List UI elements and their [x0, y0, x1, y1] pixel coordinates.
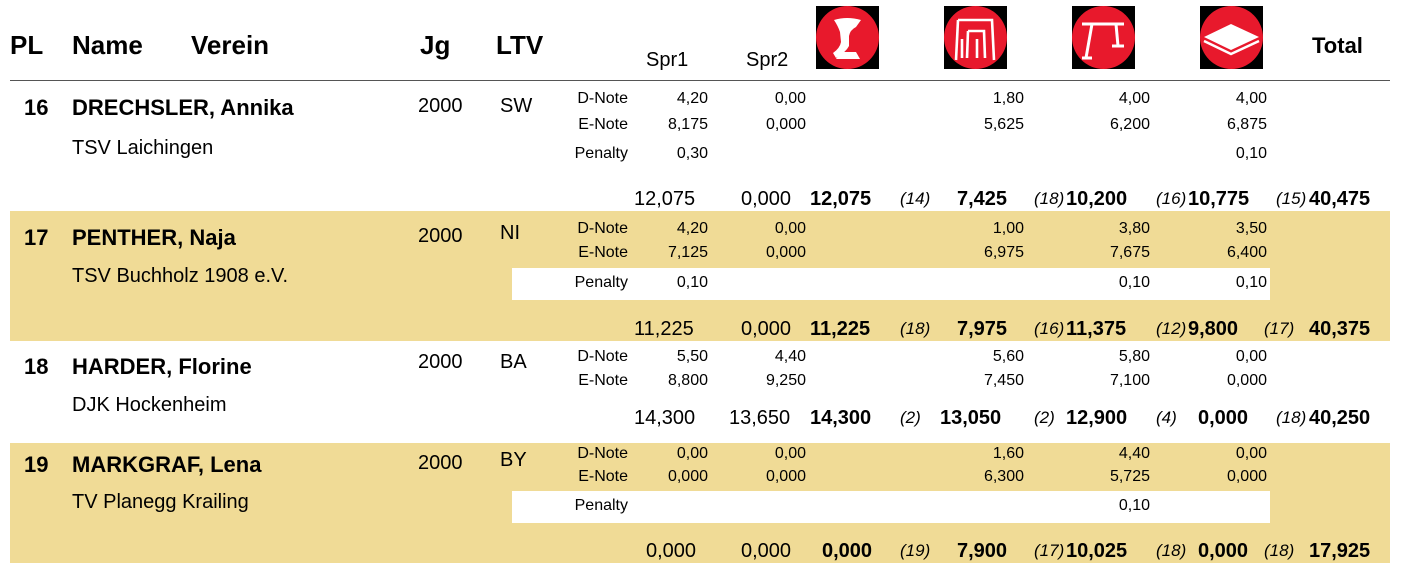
athlete-name: HARDER, Florine — [72, 354, 252, 379]
e-note-label: E-Note — [578, 468, 628, 485]
ltv-code: NI — [500, 222, 520, 244]
e-floor: 6,400 — [1226, 244, 1267, 261]
bars-score: 7,425 — [957, 188, 1008, 210]
birth-year: 2000 — [418, 351, 463, 373]
header-pl: PL — [10, 30, 44, 60]
total-score: 17,925 — [1309, 540, 1371, 562]
d-spr1: 4,20 — [676, 220, 708, 237]
e-spr2: 0,000 — [765, 468, 806, 485]
p-floor: 0,10 — [1235, 145, 1267, 162]
d-spr2: 0,00 — [774, 445, 806, 462]
d-note-label: D-Note — [577, 220, 628, 237]
e-spr1: 8,800 — [667, 372, 708, 389]
vault-score: 12,075 — [810, 188, 872, 210]
floor-score: 0,000 — [1198, 540, 1249, 562]
floor-score: 9,800 — [1188, 318, 1239, 340]
e-beam: 5,725 — [1109, 468, 1150, 485]
d-bars: 1,00 — [992, 220, 1024, 237]
ltv-code: SW — [500, 95, 533, 117]
beam-score: 10,200 — [1066, 188, 1128, 210]
bars-rank: (2) — [1034, 408, 1055, 427]
d-beam: 3,80 — [1118, 220, 1150, 237]
total-spr2: 13,650 — [729, 407, 791, 429]
bars-score: 13,050 — [940, 407, 1002, 429]
p-beam: 0,10 — [1118, 274, 1150, 291]
d-spr2: 0,00 — [774, 90, 806, 107]
floor-icon — [1200, 6, 1263, 69]
e-bars: 5,625 — [983, 116, 1024, 133]
birth-year: 2000 — [418, 95, 463, 117]
athlete-name: PENTHER, Naja — [72, 225, 236, 250]
birth-year: 2000 — [418, 225, 463, 247]
total-spr1: 12,075 — [634, 188, 696, 210]
floor-rank: (17) — [1264, 319, 1295, 338]
beam-rank: (16) — [1156, 189, 1187, 208]
total-spr2: 0,000 — [741, 540, 792, 562]
bars-score: 7,975 — [957, 318, 1008, 340]
d-note-label: D-Note — [577, 90, 628, 107]
bars-rank: (16) — [1034, 319, 1065, 338]
uneven-bars-icon — [944, 6, 1007, 69]
beam-rank: (12) — [1156, 319, 1187, 338]
penalty-label: Penalty — [574, 497, 628, 514]
athlete-name: DRECHSLER, Annika — [72, 95, 294, 120]
beam-score: 11,375 — [1066, 318, 1127, 340]
e-note-label: E-Note — [578, 372, 628, 389]
e-spr2: 0,000 — [765, 244, 806, 261]
vault-score: 14,300 — [810, 407, 872, 429]
d-floor: 0,00 — [1235, 445, 1267, 462]
e-spr1: 7,125 — [667, 244, 708, 261]
beam-rank: (18) — [1156, 541, 1187, 560]
total-score: 40,375 — [1309, 318, 1371, 340]
club-name: TV Planegg Krailing — [72, 491, 249, 513]
floor-rank: (15) — [1276, 189, 1307, 208]
d-bars: 1,60 — [992, 445, 1024, 462]
e-spr2: 0,000 — [765, 116, 806, 133]
bars-score: 7,900 — [957, 540, 1008, 562]
d-floor: 3,50 — [1235, 220, 1267, 237]
total-score: 40,475 — [1309, 188, 1371, 210]
club-name: TSV Buchholz 1908 e.V. — [72, 265, 289, 287]
total-score: 40,250 — [1309, 407, 1371, 429]
e-bars: 6,300 — [983, 468, 1024, 485]
e-floor: 0,000 — [1226, 468, 1267, 485]
vault-rank: (2) — [900, 408, 921, 427]
header-name: Name — [72, 30, 143, 60]
e-spr1: 8,175 — [667, 116, 708, 133]
e-bars: 7,450 — [983, 372, 1024, 389]
place: 18 — [24, 354, 49, 379]
vault-rank: (18) — [900, 319, 931, 338]
d-spr1: 5,50 — [676, 348, 708, 365]
d-beam: 4,00 — [1118, 90, 1150, 107]
p-beam: 0,10 — [1118, 497, 1150, 514]
beam-rank: (4) — [1156, 408, 1177, 427]
place: 19 — [24, 452, 49, 477]
floor-score: 10,775 — [1188, 188, 1250, 210]
p-spr1: 0,30 — [676, 145, 708, 162]
d-spr1: 0,00 — [676, 445, 708, 462]
vault-icon — [816, 6, 879, 69]
club-name: TSV Laichingen — [72, 137, 214, 159]
club-name: DJK Hockenheim — [72, 394, 227, 416]
e-note-label: E-Note — [578, 244, 628, 261]
place: 16 — [24, 95, 49, 120]
e-bars: 6,975 — [983, 244, 1024, 261]
vault-rank: (19) — [900, 541, 931, 560]
ltv-code: BA — [500, 351, 527, 373]
d-beam: 5,80 — [1118, 348, 1150, 365]
bars-rank: (17) — [1034, 541, 1065, 560]
balance-beam-icon — [1072, 6, 1135, 69]
d-floor: 4,00 — [1235, 90, 1267, 107]
place: 17 — [24, 225, 49, 250]
d-floor: 0,00 — [1235, 348, 1267, 365]
penalty-label: Penalty — [574, 274, 628, 291]
bars-rank: (18) — [1034, 189, 1065, 208]
total-spr2: 0,000 — [741, 188, 792, 210]
d-beam: 4,40 — [1118, 445, 1150, 462]
e-note-label: E-Note — [578, 116, 628, 133]
vault-score: 11,225 — [810, 318, 871, 340]
vault-score: 0,000 — [822, 540, 873, 562]
birth-year: 2000 — [418, 452, 463, 474]
vault-rank: (14) — [900, 189, 931, 208]
d-note-label: D-Note — [577, 348, 628, 365]
d-bars: 1,80 — [992, 90, 1024, 107]
header-jg: Jg — [420, 30, 451, 60]
p-floor: 0,10 — [1235, 274, 1267, 291]
d-spr2: 4,40 — [774, 348, 806, 365]
beam-score: 10,025 — [1066, 540, 1128, 562]
e-floor: 0,000 — [1226, 372, 1267, 389]
e-beam: 7,100 — [1109, 372, 1150, 389]
floor-rank: (18) — [1264, 541, 1295, 560]
d-spr1: 4,20 — [676, 90, 708, 107]
total-spr2: 0,000 — [741, 318, 792, 340]
header-verein: Verein — [191, 30, 270, 60]
ltv-code: BY — [500, 449, 527, 471]
total-spr1: 14,300 — [634, 407, 696, 429]
total-spr1: 11,225 — [634, 318, 694, 340]
beam-score: 12,900 — [1066, 407, 1128, 429]
header-spr2: Spr2 — [746, 49, 789, 71]
header-ltv: LTV — [496, 30, 544, 60]
header-spr1: Spr1 — [646, 49, 689, 71]
header-total: Total — [1312, 33, 1363, 58]
penalty-label: Penalty — [574, 145, 628, 162]
e-floor: 6,875 — [1226, 116, 1267, 133]
e-beam: 7,675 — [1109, 244, 1150, 261]
e-beam: 6,200 — [1109, 116, 1150, 133]
e-spr1: 0,000 — [667, 468, 708, 485]
floor-score: 0,000 — [1198, 407, 1249, 429]
d-spr2: 0,00 — [774, 220, 806, 237]
total-spr1: 0,000 — [646, 540, 697, 562]
d-bars: 5,60 — [992, 348, 1024, 365]
athlete-name: MARKGRAF, Lena — [72, 452, 262, 477]
d-note-label: D-Note — [577, 445, 628, 462]
floor-rank: (18) — [1276, 408, 1307, 427]
p-spr1: 0,10 — [676, 274, 708, 291]
e-spr2: 9,250 — [765, 372, 806, 389]
